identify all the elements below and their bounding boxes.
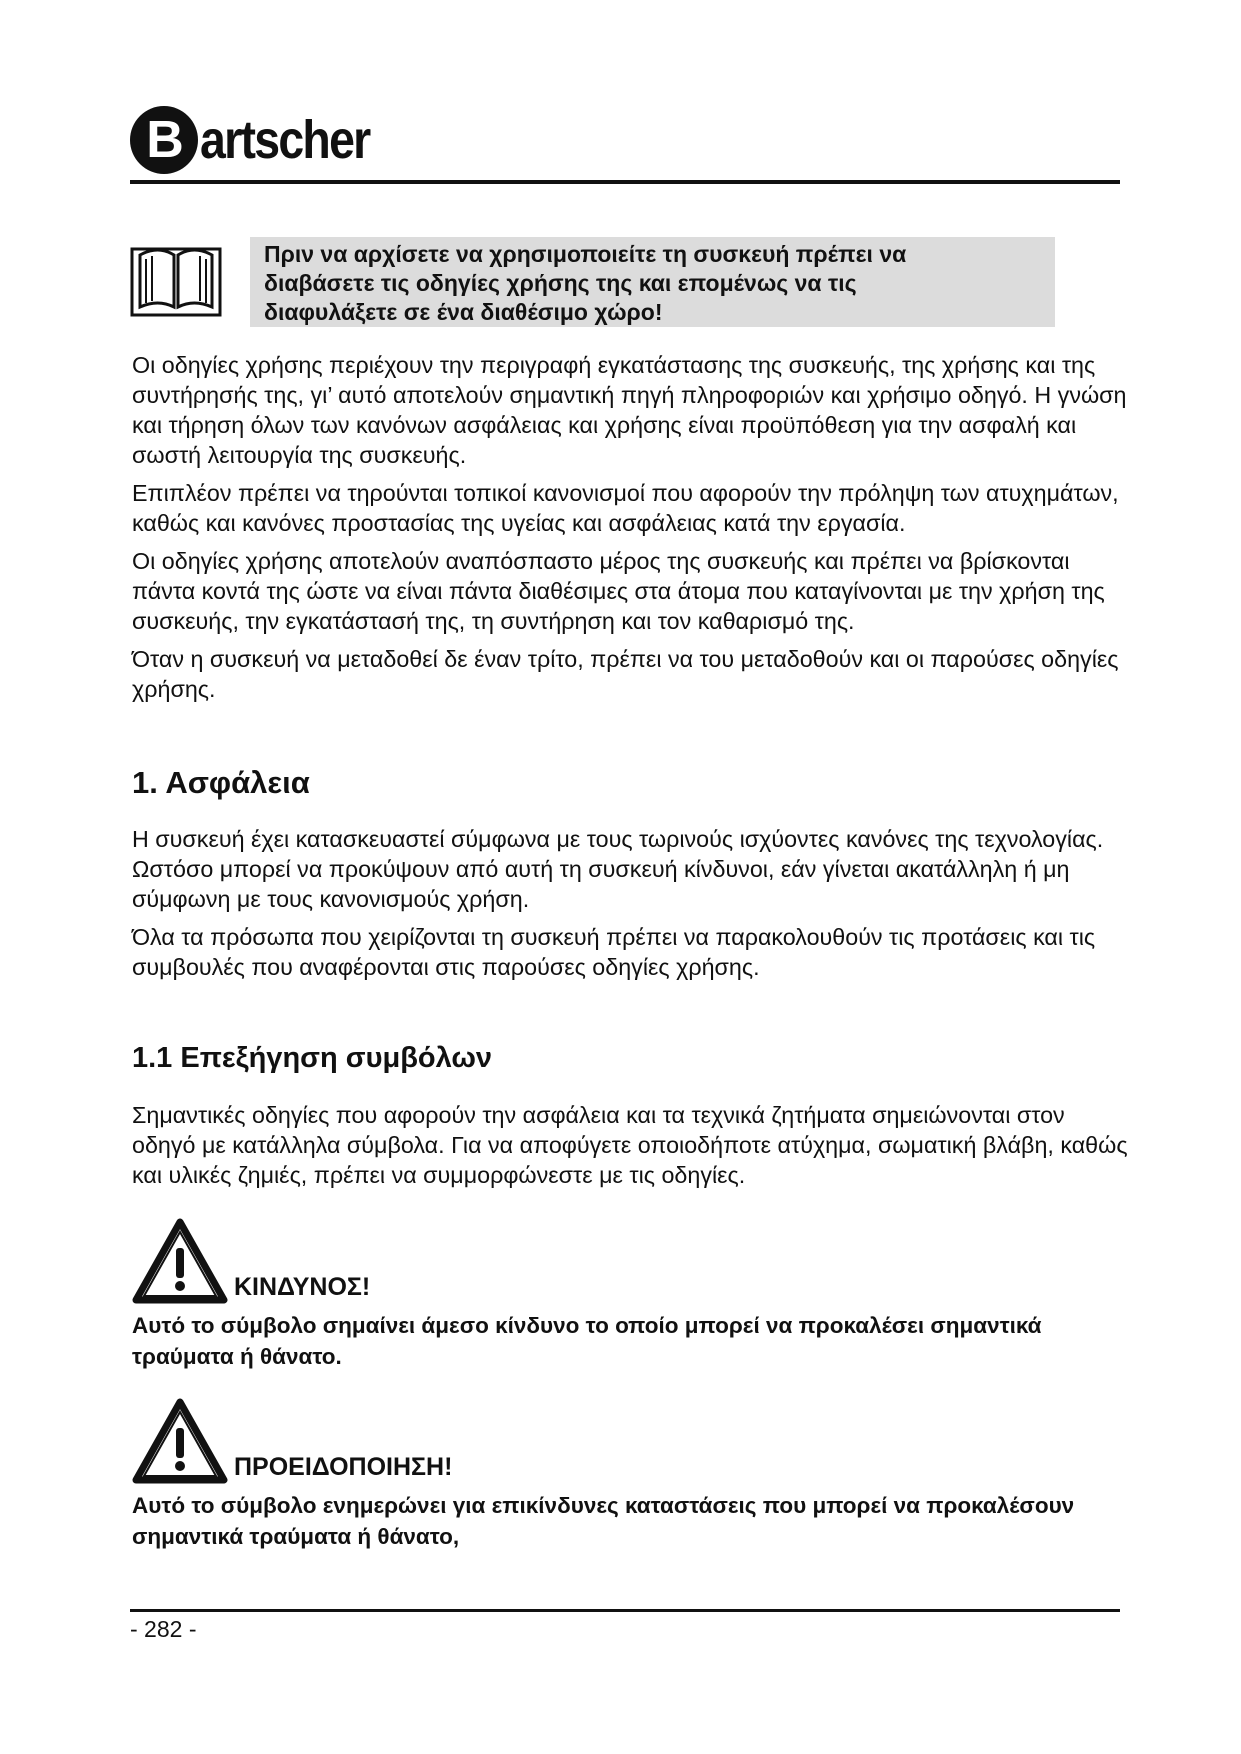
page-number: - 282 - — [130, 1616, 197, 1642]
section-heading-safety: 1. Ασφάλεια — [132, 765, 310, 800]
open-book-icon — [130, 241, 222, 319]
intro-paragraph: Οι οδηγίες χρήσης περιέχουν την περιγραφή εγκατάστασης της συσκευής, της χρήσης και της συντήρησής της, γι’ αυτό αποτελούν σημαντική πηγή πληροφοριών και χρήσιμο οδηγό. Η γνώση και τήρηση όλων των κανόνων ασφάλειας και χρήσης είναι προϋπόθεση για την ασφαλή και σωστή λειτουργία της συσκευής. — [132, 352, 1127, 468]
notice-line: διαφυλάξετε σε ένα διαθέσιμο χώρο! — [264, 299, 663, 325]
page-header — [130, 100, 1120, 180]
logo-wordmark: artscher — [200, 110, 370, 170]
main-content — [132, 350, 1132, 1552]
intro-paragraph: Επιπλέον πρέπει να τηρούνται τοπικοί κανονισμοί που αφορούν την πρόληψη των ατυχημάτων, καθώς και κανόνες προστασίας της υγείας και ασφάλειας κατά την εργασία. — [132, 480, 1119, 536]
safety-paragraph: Η συσκευή έχει κατασκευαστεί σύμφωνα με τους τωρινούς ισχύοντες κανόνες της τεχνολογίας. Ωστόσο μπορεί να προκύψουν από αυτή τη συσκευή κίνδυνοι, εάν γίνεται ακατάλληλη ή μη σύμφωνη με τους κανονισμούς χρήση. — [132, 826, 1104, 912]
notice-line: διαβάσετε τις οδηγίες χρήσης της και επομένως να τις — [264, 270, 857, 296]
section-heading-symbols: 1.1 Επεξήγηση συμβόλων — [132, 1042, 493, 1074]
warning-label: ΠΡΟΕΙΔΟΠΟΙΗΣΗ! — [234, 1453, 453, 1481]
symbols-paragraph: Σημαντικές οδηγίες που αφορούν την ασφάλεια και τα τεχνικά ζητήματα σημειώνονται στον οδηγό με κατάλληλα σύμβολα. Για να αποφύγετε οποιοδήποτε ατύχημα, σωματική βλάβη, καθώς και υλικές ζημιές, πρέπει να συμμορφώνεστε με τις οδηγίες. — [132, 1102, 1128, 1188]
warning-description: Αυτό το σύμβολο ενημερώνει για επικίνδυνες καταστάσεις που μπορεί να προκαλέσουν σημαντικά τραύματα ή θάνατο, — [132, 1493, 1075, 1549]
notice-text-box — [250, 237, 1055, 327]
intro-paragraph: Όταν η συσκευή να μεταδοθεί δε έναν τρίτο, πρέπει να του μεταδοθούν και οι παρούσες οδηγίες χρήσης. — [132, 646, 1119, 702]
danger-label: ΚΙΝΔΥΝΟΣ! — [234, 1273, 371, 1301]
bartscher-logo — [130, 100, 1120, 180]
footer-divider — [130, 1609, 1120, 1612]
logo-initial: B — [130, 106, 198, 174]
danger-block — [132, 1214, 1132, 1372]
warning-triangle-icon — [132, 1218, 228, 1304]
intro-paragraph: Οι οδηγίες χρήσης αποτελούν αναπόσπαστο μέρος της συσκευής και πρέπει να βρίσκονται πάντα κοντά της ώστε να είναι πάντα διαθέσιμες στα άτομα που καταγίνονται με την χρήση της συσκευής, την εγκατάστασή της, τη συντήρηση και τον καθαρισμό της. — [132, 548, 1105, 634]
header-divider — [130, 180, 1120, 184]
danger-description: Αυτό το σύμβολο σημαίνει άμεσο κίνδυνο το οποίο μπορεί να προκαλέσει σημαντικά τραύματα ή θάνατο. — [132, 1313, 1042, 1369]
notice-line: Πριν να αρχίσετε να χρησιμοποιείτε τη συσκευή πρέπει να — [264, 241, 907, 267]
warning-triangle-icon — [132, 1398, 228, 1484]
read-manual-notice — [130, 237, 1060, 329]
warning-block — [132, 1394, 1132, 1552]
safety-paragraph: Όλα τα πρόσωπα που χειρίζονται τη συσκευή πρέπει να παρακολουθούν τις προτάσεις και τις συμβουλές που αναφέρονται στις παρούσες οδηγίες χρήσης. — [132, 924, 1096, 980]
